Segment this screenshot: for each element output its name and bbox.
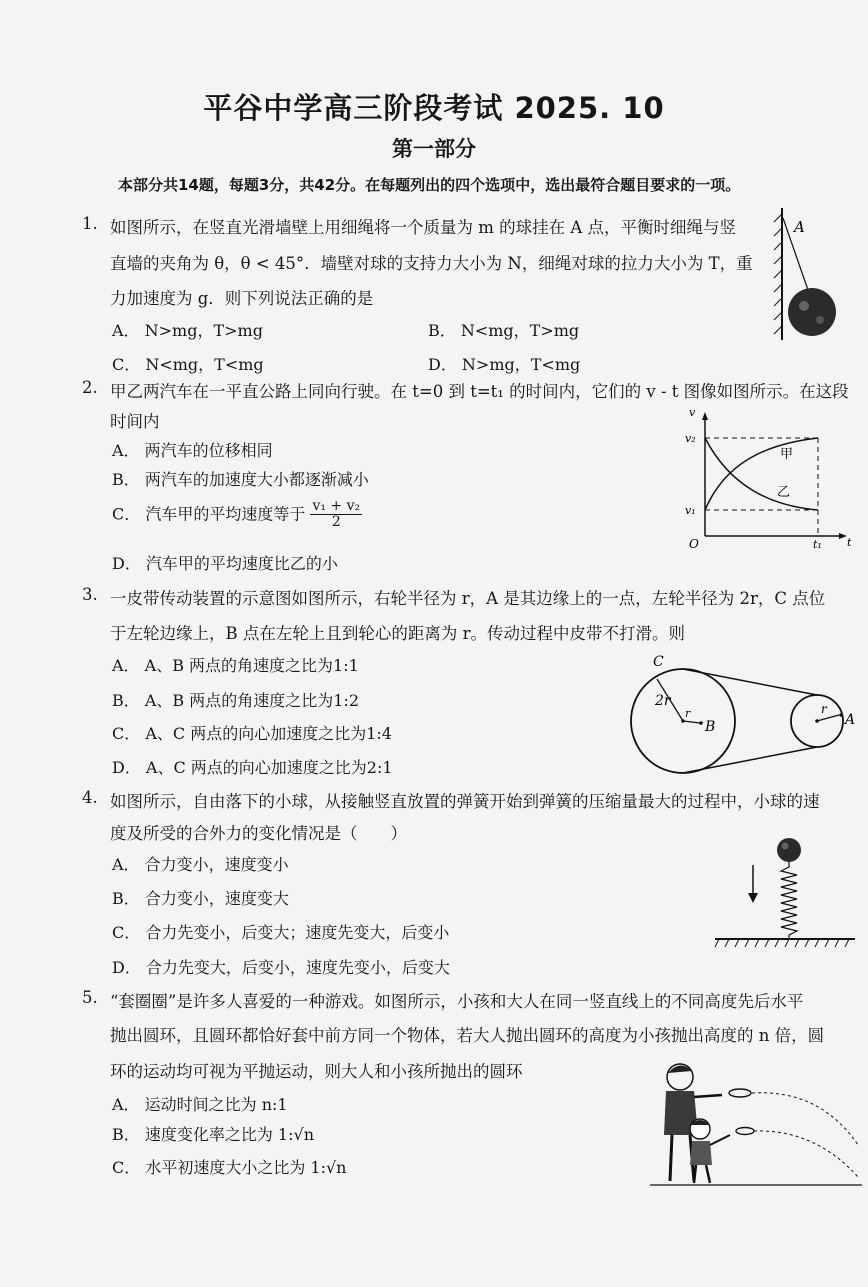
- question-text-line: 力加速度为 g．则下列说法正确的是: [110, 289, 374, 308]
- option-c: [112, 499, 362, 531]
- average-velocity-fraction: [310, 499, 362, 531]
- fraction-denominator: 2: [331, 514, 341, 531]
- option-a: A． 运动时间之比为 n:1: [112, 1095, 288, 1114]
- vt-graph-figure: [685, 406, 855, 551]
- option-b: B． N<mg，T>mg: [428, 321, 580, 340]
- question-number: 3.: [82, 585, 98, 604]
- t1-label: t₁: [813, 538, 822, 551]
- section-instructions: 本部分共14题，每题3分，共42分。在每题列出的四个选项中，选出最符合题目要求的一项。: [118, 176, 741, 194]
- fraction-numerator: v₁ + v₂: [312, 498, 361, 514]
- section-title: 第一部分: [392, 137, 476, 161]
- exam-title: 平谷中学高三阶段考试 2025. 10: [203, 91, 665, 125]
- option-d: D． 合力先变大，后变小，速度先变小，后变大: [112, 958, 450, 977]
- option-a: A． N>mg，T>mg: [112, 321, 263, 340]
- belt-drive-figure: [615, 655, 865, 780]
- option-c: C． 合力先变小，后变大；速度先变大，后变小: [112, 923, 450, 942]
- curve-jia-label: 甲: [780, 447, 794, 462]
- v1-label: v₁: [685, 504, 696, 517]
- spring-ball-figure: [715, 835, 860, 955]
- v2-label: v₂: [685, 432, 696, 445]
- question-text-line: 甲乙两汽车在一平直公路上同向行驶。在 t=0 到 t=t₁ 的时间内，它们的 v - t 图像如图所示。在这段: [110, 382, 849, 401]
- question-text-line: “套圈圈”是许多人喜爱的一种游戏。如图所示，小孩和大人在同一竖直线上的不同高度先后水平: [110, 992, 804, 1011]
- question-text-line: 抛出圆环，且圆环都恰好套中前方同一个物体，若大人抛出圆环的高度为小孩抛出高度的 n 倍，圆: [110, 1026, 825, 1045]
- question-text-line: 如图所示，自由落下的小球，从接触竖直放置的弹簧开始到弹簧的压缩量最大的过程中，小球的速: [110, 792, 820, 811]
- curve-yi-label: 乙: [777, 485, 791, 500]
- option-c-text: C． 汽车甲的平均速度等于: [112, 504, 306, 524]
- point-c-label: C: [653, 654, 664, 670]
- point-a-label: A: [794, 218, 805, 236]
- point-b-label: B: [705, 719, 716, 735]
- option-b: B． 速度变化率之比为 1:√n: [112, 1125, 315, 1144]
- radius-2r-label: 2r: [655, 693, 671, 709]
- ring-toss-figure: [650, 1055, 862, 1190]
- origin-label: O: [689, 537, 699, 551]
- question-number: 1.: [82, 214, 98, 233]
- question-text-line: 环的运动均可视为平抛运动，则大人和小孩所抛出的圆环: [110, 1062, 523, 1081]
- option-d: D． A、C 两点的向心加速度之比为2:1: [112, 758, 393, 777]
- option-b: B． 两汽车的加速度大小都逐渐减小: [112, 470, 369, 489]
- question-text-line: 如图所示，在竖直光滑墙壁上用细绳将一个质量为 m 的球挂在 A 点，平衡时细绳与竖: [110, 218, 737, 237]
- question-text-line: 直墙的夹角为 θ，θ < 45°．墙壁对球的支持力大小为 N，细绳对球的拉力大小为 T，重: [110, 254, 753, 273]
- point-a-label: A: [845, 712, 856, 728]
- question-number: 2.: [82, 378, 98, 397]
- question-text-line: 于左轮边缘上，B 点在左轮上且到轮心的距离为 r。传动过程中皮带不打滑。则: [110, 624, 686, 643]
- question-text-line: 度及所受的合外力的变化情况是（ ）: [110, 824, 407, 843]
- option-c: C． A、C 两点的向心加速度之比为1:4: [112, 724, 392, 743]
- option-b: B． A、B 两点的角速度之比为1:2: [112, 691, 359, 710]
- wall-ball-figure: [770, 208, 850, 343]
- option-a: A． A、B 两点的角速度之比为1:1: [112, 656, 359, 675]
- question-number: 5.: [82, 988, 98, 1007]
- option-a: A． 两汽车的位移相同: [112, 441, 273, 460]
- question-number: 4.: [82, 788, 98, 807]
- option-b: B． 合力变小，速度变大: [112, 889, 289, 908]
- option-a: A． 合力变小，速度变小: [112, 855, 289, 874]
- radius-r-right-label: r: [821, 702, 827, 716]
- option-d: D． 汽车甲的平均速度比乙的小: [112, 554, 338, 573]
- radius-r-left-label: r: [685, 707, 691, 720]
- question-text-line: 一皮带传动装置的示意图如图所示，右轮半径为 r，A 是其边缘上的一点，左轮半径为 2r，C 点位: [110, 589, 826, 608]
- option-c: C． 水平初速度大小之比为 1:√n: [112, 1158, 347, 1177]
- question-text-line: 时间内: [110, 412, 160, 431]
- t-axis-label: t: [847, 536, 852, 549]
- option-c: C． N<mg，T<mg: [112, 355, 264, 374]
- v-axis-label: v: [689, 406, 696, 419]
- option-d: D． N>mg，T<mg: [428, 355, 581, 374]
